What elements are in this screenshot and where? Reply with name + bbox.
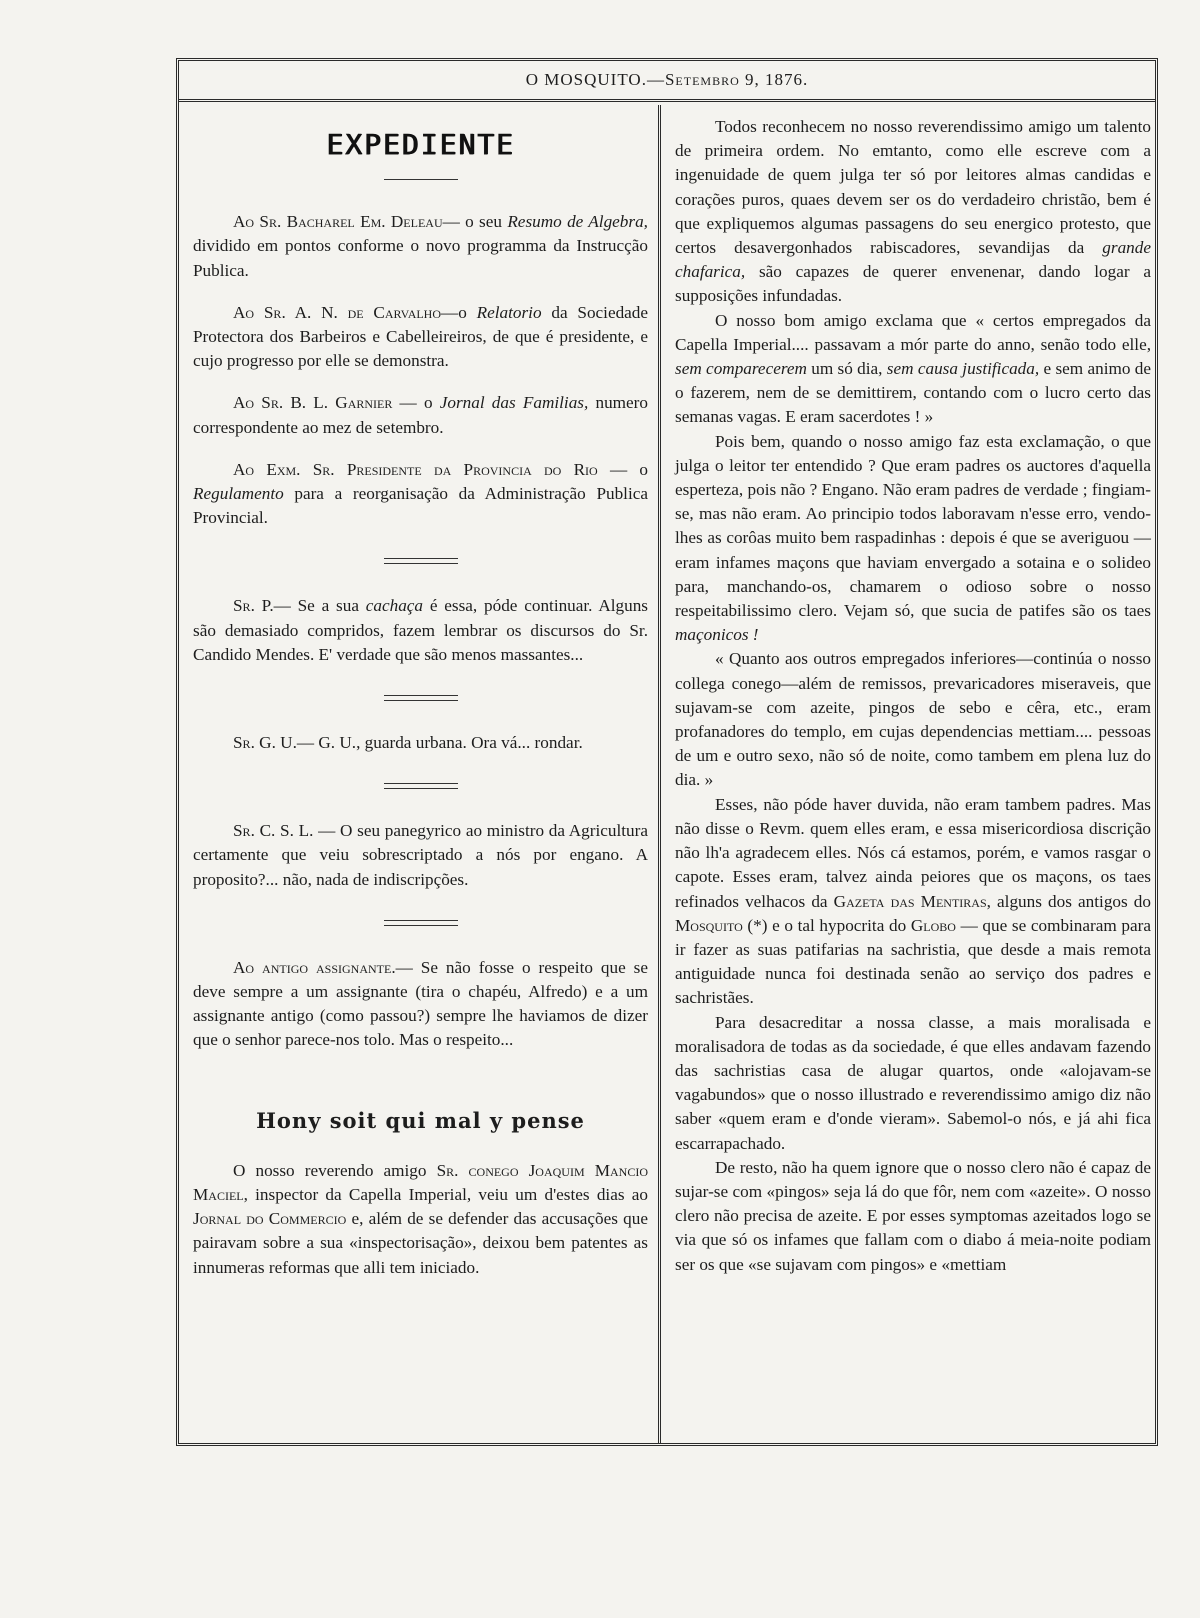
- note-antigo-assignante: [193, 956, 648, 1053]
- article-text: um só dia,: [806, 359, 887, 379]
- divider: [384, 179, 458, 180]
- article-text: O nosso bom amigo exclama que « certos empregados da Capella Imperial.... passavam a mór parte do anno, senão todo elle,: [675, 310, 1151, 354]
- note-addressee: Sr. G. U.: [233, 733, 297, 753]
- note-text: é essa, póde continuar. Alguns são demasiado compridos, fazem lembrar os discursos do Sr. Candido Mendes. E' verdade que são menos massantes...: [193, 596, 648, 664]
- article-text: (*) e o tal hypocrita do: [742, 915, 911, 935]
- article-text: Todos reconhecem no nosso reverendissimo amigo um talento de primeira ordem. No emtanto, como elle escreve com a ingenuidade de quem julga ter só por leitores almas candidas e corações puros, quaes devem ser os do verdadeiro christão, bem é que expliquemos algumas passagens do seu energico protesto, que certos desavergonhados rabiscadores, sevandijas da: [675, 117, 1151, 258]
- article-paragraph: [675, 115, 1151, 309]
- article-newspaper: Gazeta das Mentiras,: [833, 891, 991, 911]
- note-addressee: Sr. C. S. L.: [233, 821, 314, 841]
- article-text: Pois bem, quando o nosso amigo faz esta exclamação, o que julga o leitor ter entendido ? Que eram padres os auctores d'aquella esperteza, pois não ? Engano. Não eram padres de verdade ; fingiam-se, mas não eram. Ao principio todos laboravam n'esse erro, vendo-lhes as corôas muito bem raspadinhas : depois é que se averiguou — eram infames maçons que haviam envergado a sotaina e o solideo para, manchando-os, chamarem o odioso sobre o nosso respeitabilissimo clero. Vejam só, que sucia de patifes são os taes: [675, 431, 1151, 621]
- entry-text: numero correspondente ao mez de setembro.: [193, 393, 648, 437]
- entry-text: — o: [597, 459, 648, 479]
- article-text: são capazes de querer envenenar, dando logar a supposições infundadas.: [675, 262, 1151, 306]
- header-month: Setembro: [664, 70, 740, 89]
- article-text: O nosso reverendo amigo: [233, 1160, 437, 1180]
- article-text: Esses, não póde haver duvida, não eram tambem padres. Mas não disse o Revm. quem elles eram, e essa misericordiosa discrição não lh'a agradecem elles. Nós cá estamos, porém, e vamos rasgar o capote. Esses eram, talvez ainda peiores que os maçons, os taes refinados velhacos da: [675, 794, 1151, 911]
- note-text: — O seu panegyrico ao ministro da Agricultura certamente que veiu sobrescriptado a nós por engano. A proposito?... não, nada de indiscripções.: [193, 821, 648, 889]
- entry-addressee: Ao Sr. A. N. de Carvalho: [233, 302, 442, 322]
- article-text: e sem animo de o fazerem, nem de se demittirem, contando com o lucro certo das semanas vagas. E eram sacerdotes ! »: [675, 359, 1151, 427]
- entry-title: Relatorio: [476, 302, 542, 322]
- masthead-title: O MOSQUITO.—: [525, 70, 665, 89]
- article-newspaper: Jornal do Commercio: [193, 1209, 347, 1229]
- entry-presidente: [193, 458, 648, 531]
- entry-addressee: Ao Sr. Bacharel Em. Deleau: [233, 212, 443, 232]
- entry-garnier: [193, 391, 648, 439]
- article-text: alguns dos antigos do: [990, 891, 1151, 911]
- article-italic: maçonicos !: [675, 625, 759, 645]
- entry-carvalho: [193, 301, 648, 374]
- entry-title: Jornal das Familias,: [439, 393, 589, 413]
- article-italic: sem causa justificada,: [886, 359, 1040, 379]
- note-text: — Se a sua: [273, 596, 366, 616]
- article-quote: « Quanto aos outros empregados inferiores—continúa o nosso collega conego—além de remissos, prevaricadores miseraveis, que sujavam-se com azeite, pingos de sebo e cêra, etc., eram profanadores do templo, em cujas dependencias mettiam.... pessoas de um e outro sexo, não só de noite, como tambem em plena luz do dia. »: [675, 649, 1151, 790]
- article-text: — que se combinaram para ir fazer as suas patifarias na sachristia, que desde a mais remota antiguidade nunca foi destinada senão ao serviço dos padres e sachristães.: [675, 915, 1151, 1008]
- article-newspaper: Globo: [910, 915, 956, 935]
- article-paragraph: [193, 1159, 648, 1280]
- entry-text: — o: [392, 393, 440, 413]
- article-paragraph: [675, 430, 1151, 648]
- article-paragraph: De resto, não ha quem ignore que o nosso clero não é capaz de sujar-se com «pingos» seja lá do que fôr, nem com «azeite». O nosso clero não precisa de azeite. E por esses symptomas azeitados logo se via que só os infames que fallam com o diabo á meia-noite podiam ser os que «se sujavam com pingos» e «mettiam: [675, 1157, 1151, 1274]
- section-title: EXPEDIENTE: [326, 128, 515, 161]
- article-text: e, além de se defender das accusações que pairavam sobre a sua «inspectorisação», deixou bem patentes as innumeras reformas que alli tem iniciado.: [193, 1209, 648, 1277]
- divider: [384, 783, 458, 789]
- entry-deleau: [193, 210, 648, 283]
- right-column: [665, 105, 1155, 1443]
- entry-addressee: Ao Exm. Sr. Presidente da Provincia do Rio: [233, 459, 598, 479]
- note-addressee: Sr. P.: [233, 596, 274, 616]
- note-sr-csl: [193, 819, 648, 892]
- page-header: [179, 61, 1155, 102]
- entry-text: dividido em pontos conforme o novo programma da Instrucção Publica.: [193, 236, 648, 280]
- article-name: Sr. conego Joaquim Mancio Maciel,: [193, 1160, 648, 1205]
- note-sr-p: [193, 594, 648, 667]
- entry-text: —o: [441, 302, 477, 322]
- newspaper-page: [176, 58, 1158, 1446]
- entry-text: da Sociedade Protectora dos Barbeiros e Cabelleireiros, de que é presidente, e cujo progresso por elle se demonstra.: [193, 302, 649, 371]
- article-paragraph: Para desacreditar a nossa classe, a mais moralisada e moralisadora de todas as da sociedade, é que elles andavam fazendo das sachristias casa de alugar quartos, onde «alojavam-se vagabundos» que o nosso illustrado e reverendissimo amigo diz não saber «quem eram e d'onde vieram». Sabemol-o nós, e já ahi fica escarrapachado.: [675, 1012, 1151, 1153]
- article-paragraph: [675, 793, 1151, 1011]
- entry-text: para a reorganisação da Administração Publica Provincial.: [193, 484, 648, 528]
- article-italic: grande chafarica,: [675, 238, 1151, 282]
- note-text: — G. U., guarda urbana. Ora vá... rondar.: [296, 733, 583, 753]
- note-text: — Se não fosse o respeito que se deve sempre a um assignante (tira o chapéu, Alfredo) e a um assignante antigo (como passou?) sempre lhe haviamos de dizer que o senhor parece-nos tolo. Mas o respeito...: [193, 957, 648, 1050]
- divider: [384, 695, 458, 701]
- left-column: [183, 105, 661, 1443]
- note-italic: cachaça: [365, 596, 424, 616]
- entry-text: — o seu: [442, 212, 508, 232]
- header-date: 9, 1876.: [739, 70, 809, 89]
- divider: [384, 920, 458, 926]
- entry-title: Resumo de Algebra,: [507, 212, 648, 232]
- entry-addressee: Ao Sr. B. L. Garnier: [233, 393, 393, 413]
- article-paragraph: [675, 309, 1151, 430]
- entry-title: Regulamento: [193, 484, 284, 504]
- note-sr-gu: [193, 731, 648, 755]
- article-italic: sem comparecerem: [675, 359, 807, 379]
- note-addressee: Ao antigo assignante.: [233, 957, 396, 977]
- divider: [384, 558, 458, 564]
- article-newspaper: Mosquito: [675, 915, 743, 935]
- article-title: Hony soit qui mal y pense: [256, 1107, 585, 1133]
- article-text: inspector da Capella Imperial, veiu um d'estes dias ao: [247, 1185, 648, 1205]
